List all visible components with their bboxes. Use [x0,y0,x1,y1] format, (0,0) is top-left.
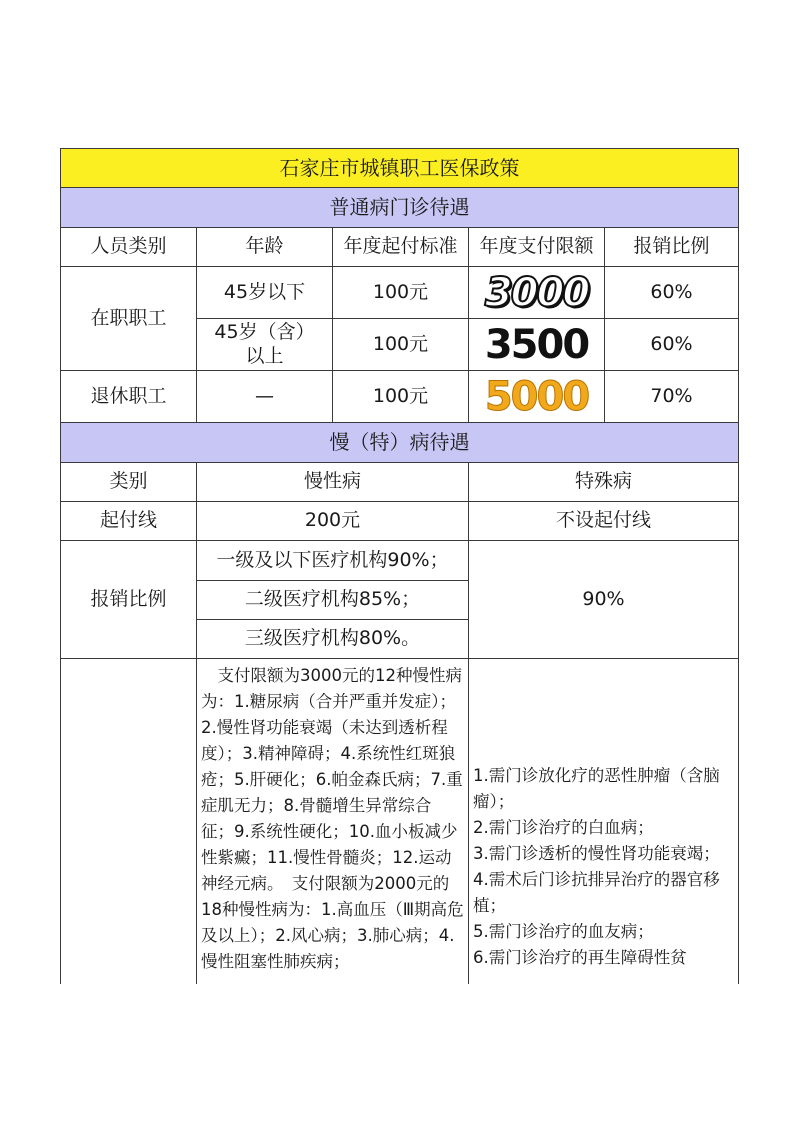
limit-stamp-3500: 3500 [484,321,589,368]
outpatient-section-title: 普通病门诊待遇 [60,187,739,227]
employed-age-1: 45岁以下 [196,266,332,318]
retired-age: — [196,370,332,422]
employed-category: 在职职工 [60,266,196,370]
employed-deductible-1: 100元 [332,266,468,318]
header-ratio: 报销比例 [604,227,739,266]
header-deductible: 年度起付标准 [332,227,468,266]
chronic-ratio-level2: 二级医疗机构85%； [196,580,468,619]
chronic-type-label: 类别 [60,462,196,501]
chronic-label: 慢性病 [196,462,468,501]
limit-stamp-3000: 3000 [484,269,589,316]
employed-deductible-2: 100元 [332,318,468,370]
header-age: 年龄 [196,227,332,266]
header-limit: 年度支付限额 [468,227,604,266]
special-ratio: 90% [468,540,739,658]
retired-limit [468,370,604,422]
chronic-section-title: 慢（特）病待遇 [60,422,739,462]
employed-age-2: 45岁（含）以上 [196,318,332,370]
ratio-label: 报销比例 [60,540,196,658]
policy-table [60,148,739,984]
special-deductible: 不设起付线 [468,501,739,540]
special-disease-list: 1.需门诊放化疗的恶性肿瘤（含脑瘤）； 2.需门诊治疗的白血病； 3.需门诊透析的慢性肾功能衰竭； 4.需术后门诊抗排异治疗的器官移植； 5.需门诊治疗的血友病； 6.需门诊治疗的再生障碍性贫 [468,658,739,984]
chronic-ratio-level3: 三级医疗机构80%。 [196,619,468,658]
employed-limit-2 [468,318,604,370]
table-title: 石家庄市城镇职工医保政策 [60,148,739,187]
retired-category: 退休职工 [60,370,196,422]
employed-ratio-1: 60% [604,266,739,318]
special-label: 特殊病 [468,462,739,501]
header-category: 人员类别 [60,227,196,266]
retired-deductible: 100元 [332,370,468,422]
retired-ratio: 70% [604,370,739,422]
employed-ratio-2: 60% [604,318,739,370]
deductible-label: 起付线 [60,501,196,540]
chronic-disease-list: 支付限额为3000元的12种慢性病为：1.糖尿病（合并严重并发症）；2.慢性肾功能衰竭（未达到透析程度）；3.精神障碍；4.系统性红斑狼疮；5.肝硬化；6.帕金森氏病；7.重症肌无力；8.骨髓增生异常综合征；9.系统性硬化；10.血小板减少性紫癜；11.慢性骨髓炎；12.运动神经元病。 支付限额为2000元的18种慢性病为：1.高血压（Ⅲ期高危及以上）；2.风心病；3.肺心病；4.慢性阻塞性肺疾病； [196,658,468,984]
limit-stamp-5000: 5000 [484,373,589,420]
employed-limit-1 [468,266,604,318]
list-label-cell [60,658,196,984]
chronic-deductible: 200元 [196,501,468,540]
chronic-ratio-level1: 一级及以下医疗机构90%； [196,540,468,580]
